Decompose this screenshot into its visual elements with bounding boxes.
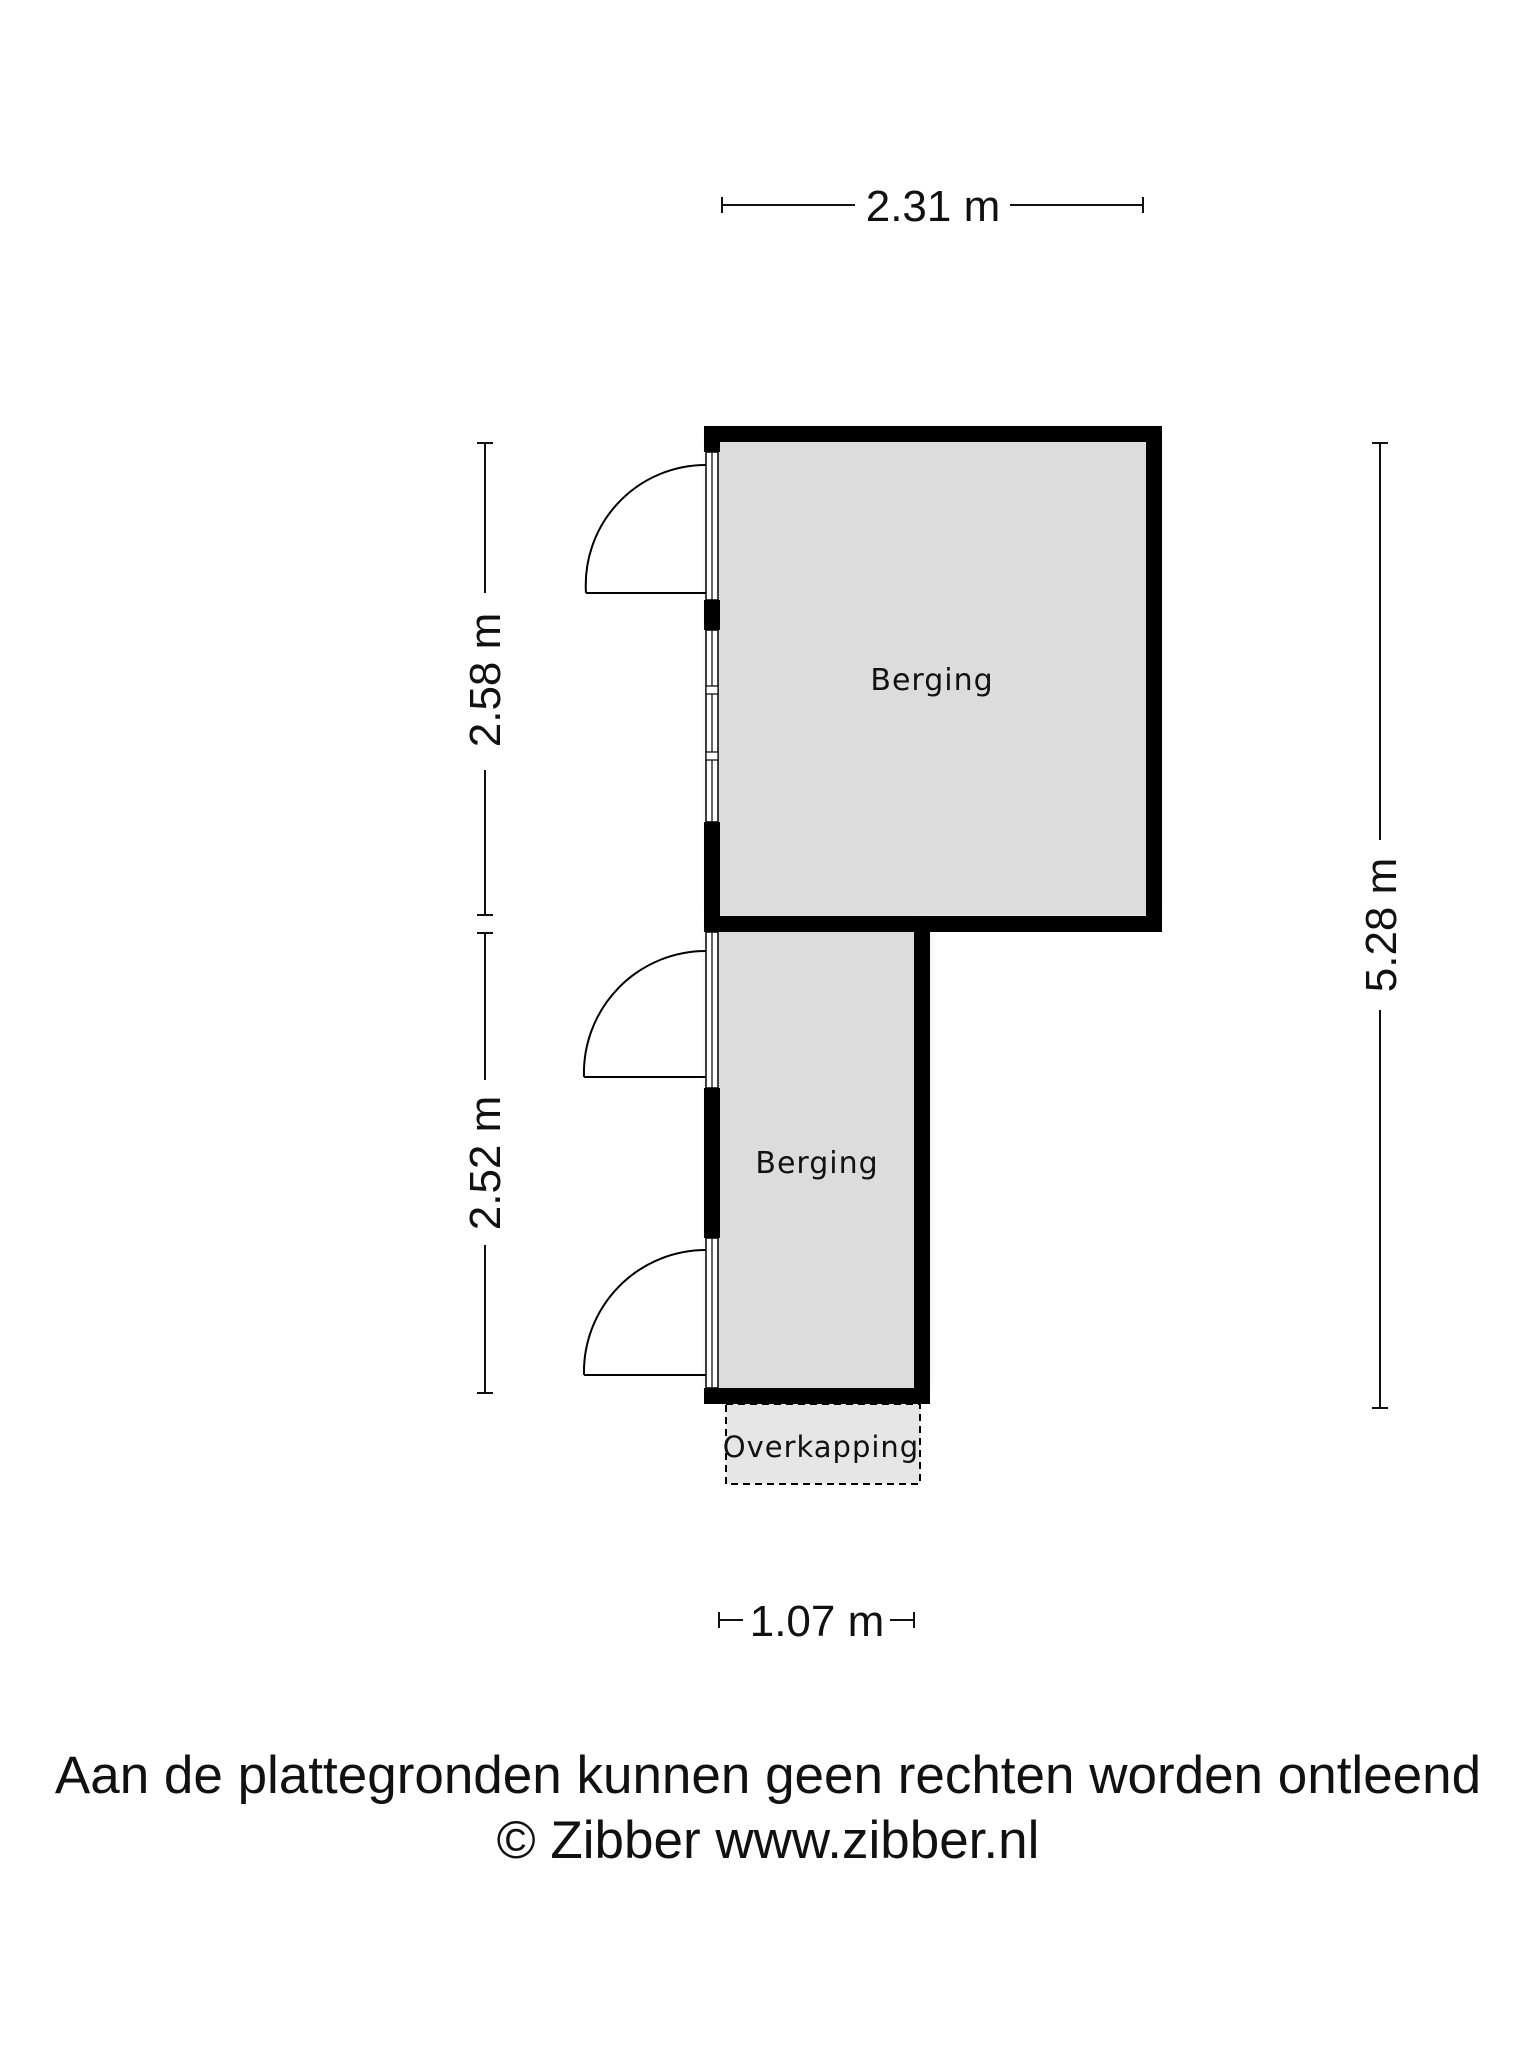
disclaimer-text: Aan de plattegronden kunnen geen rechten worden ontleend — [54, 1746, 1482, 1805]
dimension-bottom-label: 1.07 m — [749, 1597, 885, 1646]
door-swing-lower — [584, 1250, 706, 1375]
dimension-top-label: 2.31 m — [865, 182, 1001, 231]
door-swing-upper — [586, 465, 706, 593]
dimension-left-upper-label: 2.58 m — [461, 612, 510, 748]
copyright-text: © Zibber www.zibber.nl — [496, 1811, 1040, 1870]
dimension-right-label: 5.28 m — [1357, 857, 1406, 993]
room-label-upper: Berging — [870, 663, 994, 698]
door-swing-middle — [584, 951, 706, 1077]
room-label-lower: Berging — [755, 1146, 879, 1181]
dimension-left-lower-label: 2.52 m — [461, 1095, 510, 1231]
room-label-canopy: Overkapping — [722, 1430, 920, 1464]
